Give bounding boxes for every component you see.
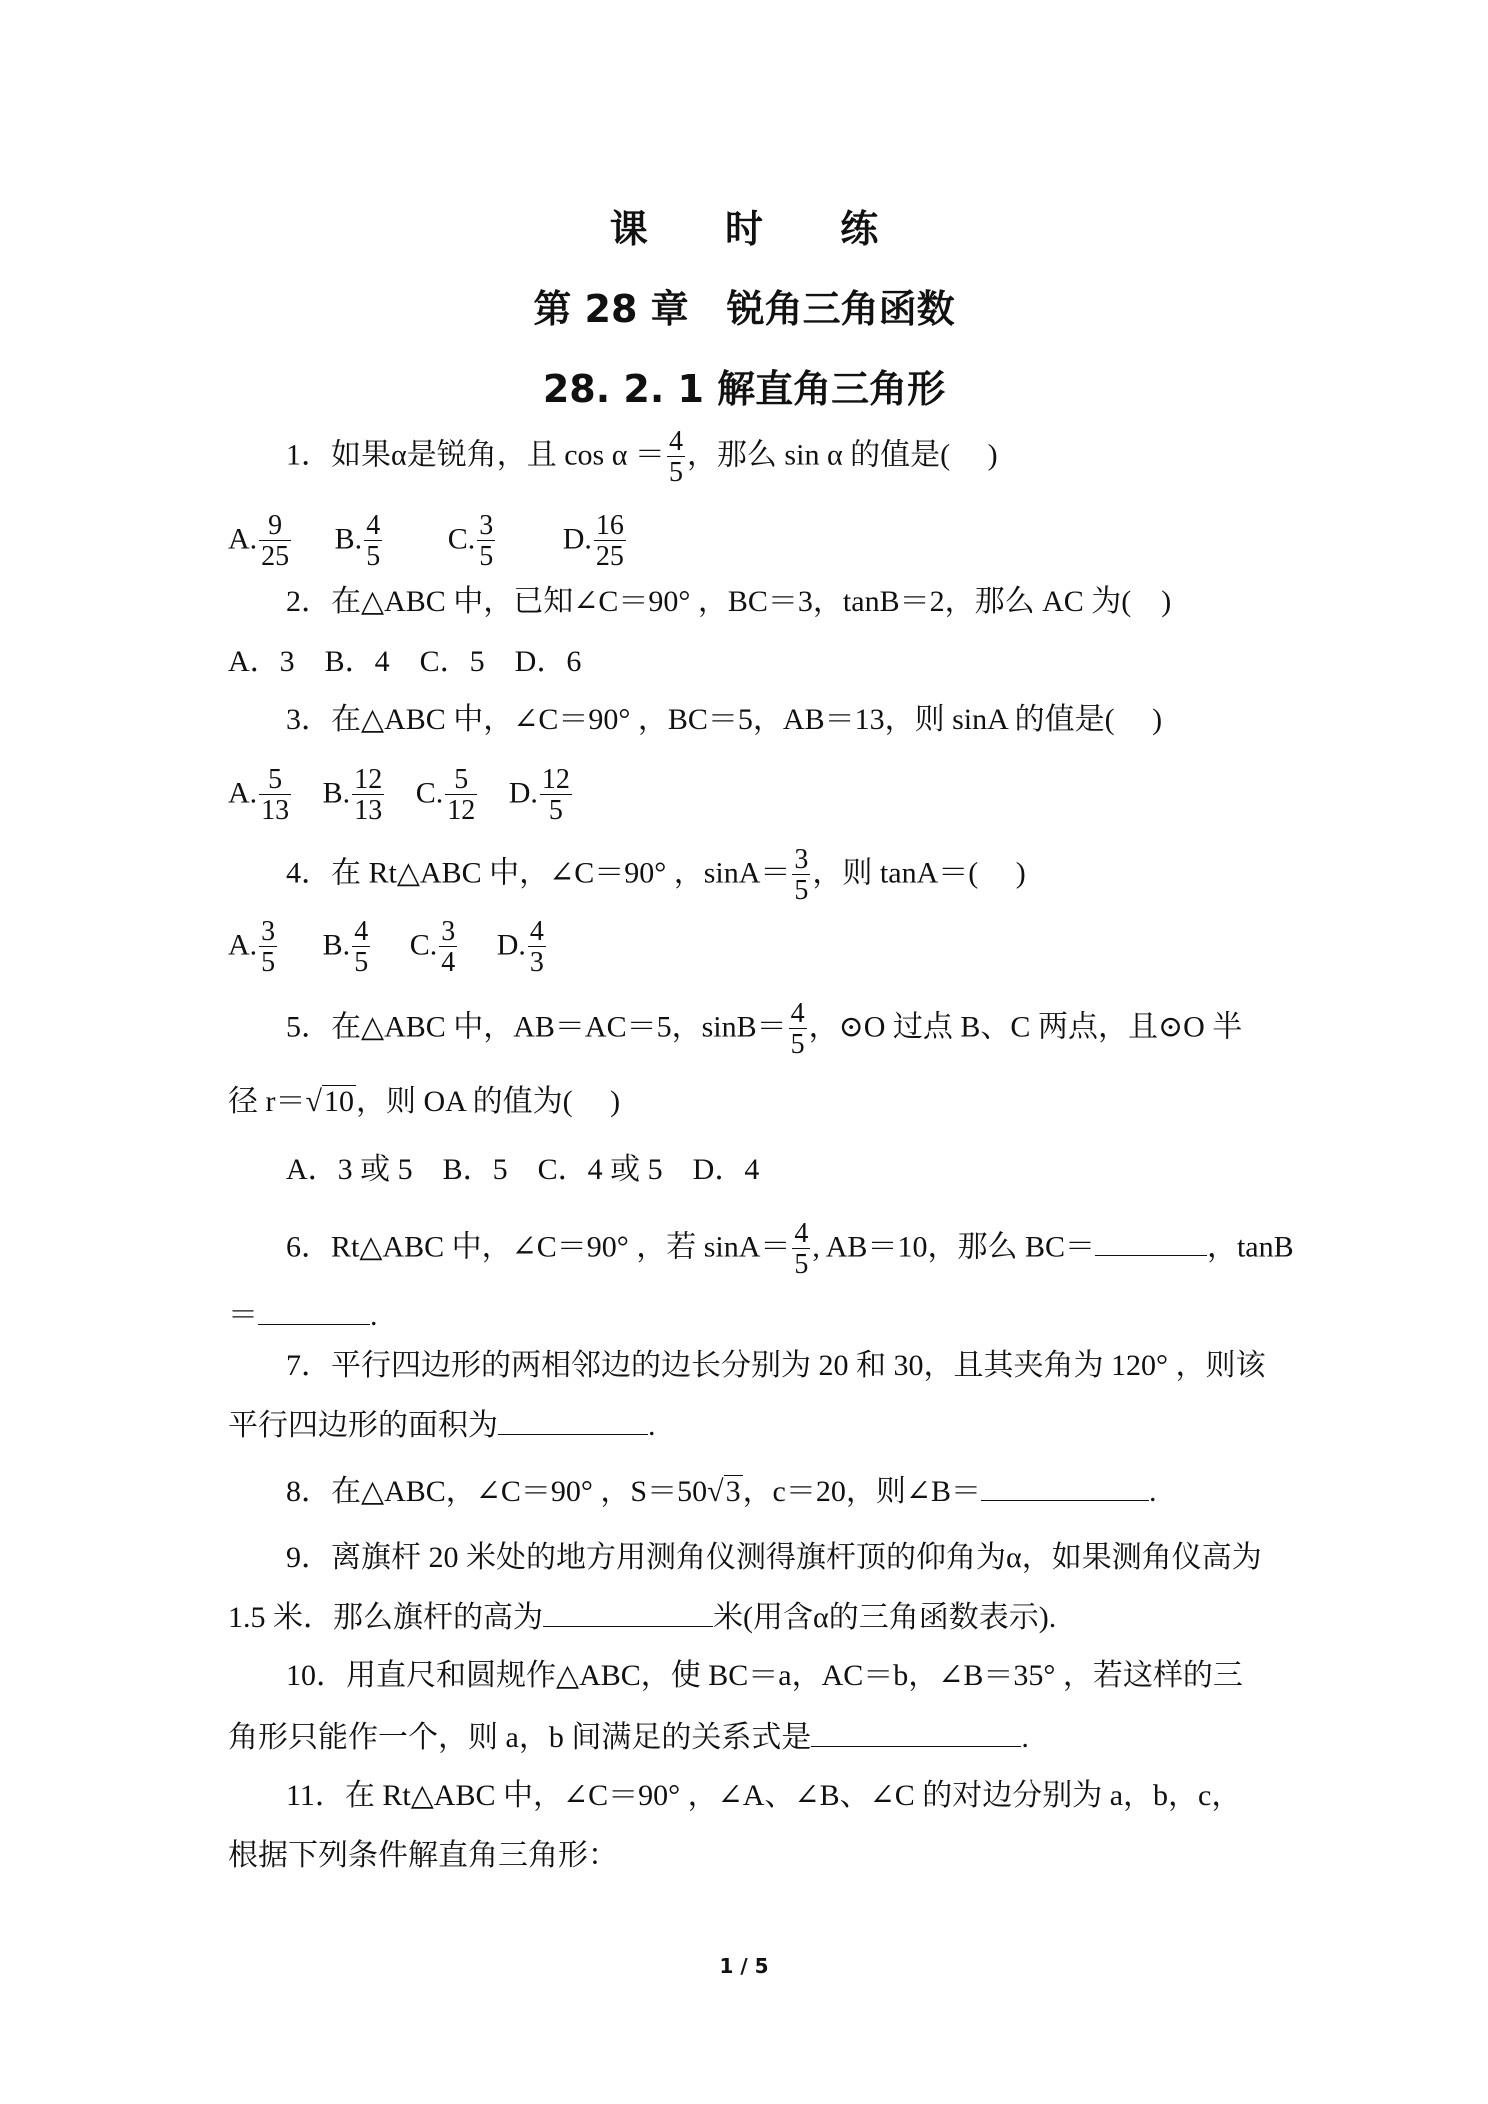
q4-option-c[interactable]: C. $\frac{3}{4}$	[409, 916, 456, 978]
q3-options	[228, 766, 608, 825]
page-title: 课 时 练	[609, 207, 911, 251]
q2-options[interactable]: A．3 B．4 C．5 D．6	[228, 645, 582, 678]
chapter-title: 第 28 章 锐角三角函数	[533, 287, 955, 331]
q4-text-post: ，则 tanA＝( )	[812, 856, 1026, 890]
q4-option-d[interactable]: D. $\frac{4}{3}$	[496, 916, 544, 978]
q5-fraction: $\frac{4}{5}$	[790, 998, 805, 1060]
q6-answer-blank-bc[interactable]	[1095, 1225, 1207, 1256]
q4-fraction: $\frac{3}{5}$	[794, 844, 809, 906]
q4-option-b[interactable]: B. $\frac{4}{5}$	[322, 916, 369, 978]
question-10-line-2: 角形只能作一个，则 a，b 间满足的关系式是 .	[228, 1716, 1029, 1758]
question-4	[286, 846, 1026, 905]
question-7: 7．平行四边形的两相邻边的边长分别为 20 和 30，且其夹角为 120° ，则该	[286, 1349, 1266, 1382]
question-10: 10．用直尺和圆规作△ABC，使 BC＝a，AC＝b，∠B＝35° ，若这样的三	[286, 1659, 1243, 1692]
question-8: 8．在△ABC，∠C＝90° ，S＝50√3，c＝20，则∠B＝ .	[286, 1470, 1157, 1512]
question-2: 2．在△ABC 中，已知∠C＝90° ，BC＝3，tanB＝2，那么 AC 为( )	[286, 585, 1172, 618]
section-title: 28. 2. 1 解直角三角形	[542, 367, 946, 411]
q4-option-a[interactable]: A. $\frac{3}{5}$	[228, 916, 276, 978]
q1-option-c[interactable]: C. $\frac{3}{5}$	[447, 510, 494, 572]
q3-option-a[interactable]: A. $\frac{5}{13}$	[228, 764, 290, 826]
question-11-line-2: 根据下列条件解直角三角形：	[228, 1839, 618, 1872]
q3-option-d[interactable]: D. $\frac{12}{5}$	[508, 764, 570, 826]
question-3: 3．在△ABC 中，∠C＝90° ，BC＝5，AB＝13，则 sinA 的值是( )	[286, 703, 1163, 736]
q10-answer-blank[interactable]	[811, 1716, 1021, 1747]
q5-text-pre: 5．在△ABC 中，AB＝AC＝5，sinB＝	[286, 1010, 787, 1044]
q6-fraction: $\frac{4}{5}$	[794, 1218, 809, 1280]
q3-option-b[interactable]: B. $\frac{12}{13}$	[322, 764, 383, 826]
q1-frac-den: 5	[668, 457, 683, 488]
q1-frac-num: 4	[668, 426, 683, 457]
q5-sqrt: √10	[305, 1085, 354, 1118]
q8-answer-blank[interactable]	[981, 1470, 1149, 1501]
question-5-line-2: 径 r＝√10，则 OA 的值为( )	[228, 1082, 620, 1122]
q3-option-c[interactable]: C. $\frac{5}{12}$	[415, 764, 476, 826]
q5-options[interactable]: A．3 或 5 B．5 C．4 或 5 D．4	[286, 1153, 760, 1186]
q9-answer-blank[interactable]	[543, 1596, 713, 1627]
question-1	[286, 428, 998, 487]
question-7-line-2: 平行四边形的面积为 .	[228, 1404, 656, 1446]
question-11: 11．在 Rt△ABC 中，∠C＝90° ，∠A、∠B、∠C 的对边分别为 a，b，c，	[286, 1779, 1242, 1812]
question-9-line-2: 1.5 米．那么旗杆的高为 米(用含α的三角函数表示).	[228, 1596, 1056, 1638]
q5-text-post: ，⊙O 过点 B、C 两点，且⊙O 半	[808, 1010, 1243, 1044]
q1-options	[228, 512, 662, 571]
question-9: 9．离旗杆 20 米处的地方用测角仪测得旗杆顶的仰角为α，如果测角仪高为	[286, 1541, 1262, 1574]
q1-option-a[interactable]: A. $\frac{9}{25}$	[228, 510, 290, 572]
question-6: 6．Rt△ABC 中，∠C＝90° ，若 sinA＝ $\frac{4}{5}$ , AB＝10，那么 BC＝ ，tanB	[286, 1218, 1294, 1280]
q4-text-pre: 4．在 Rt△ABC 中，∠C＝90° ，sinA＝	[286, 856, 791, 890]
q8-sqrt: √3	[707, 1475, 741, 1508]
page-number: 1 / 5	[719, 1954, 769, 1978]
q7-answer-blank[interactable]	[498, 1404, 648, 1435]
q1-fraction	[667, 428, 685, 487]
q1-option-b[interactable]: B. $\frac{4}{5}$	[334, 510, 381, 572]
q6-answer-blank-tanb[interactable]	[258, 1294, 370, 1325]
question-5	[286, 1000, 1242, 1059]
q1-option-d[interactable]: D. $\frac{16}{25}$	[562, 510, 624, 572]
q1-text-pre: 1．如果α是锐角，且 cos α ＝	[286, 438, 665, 472]
question-6-line-2: ＝ .	[228, 1294, 378, 1336]
q1-text-post: ，那么 sin α 的值是( )	[686, 438, 998, 472]
q4-options	[228, 918, 582, 977]
